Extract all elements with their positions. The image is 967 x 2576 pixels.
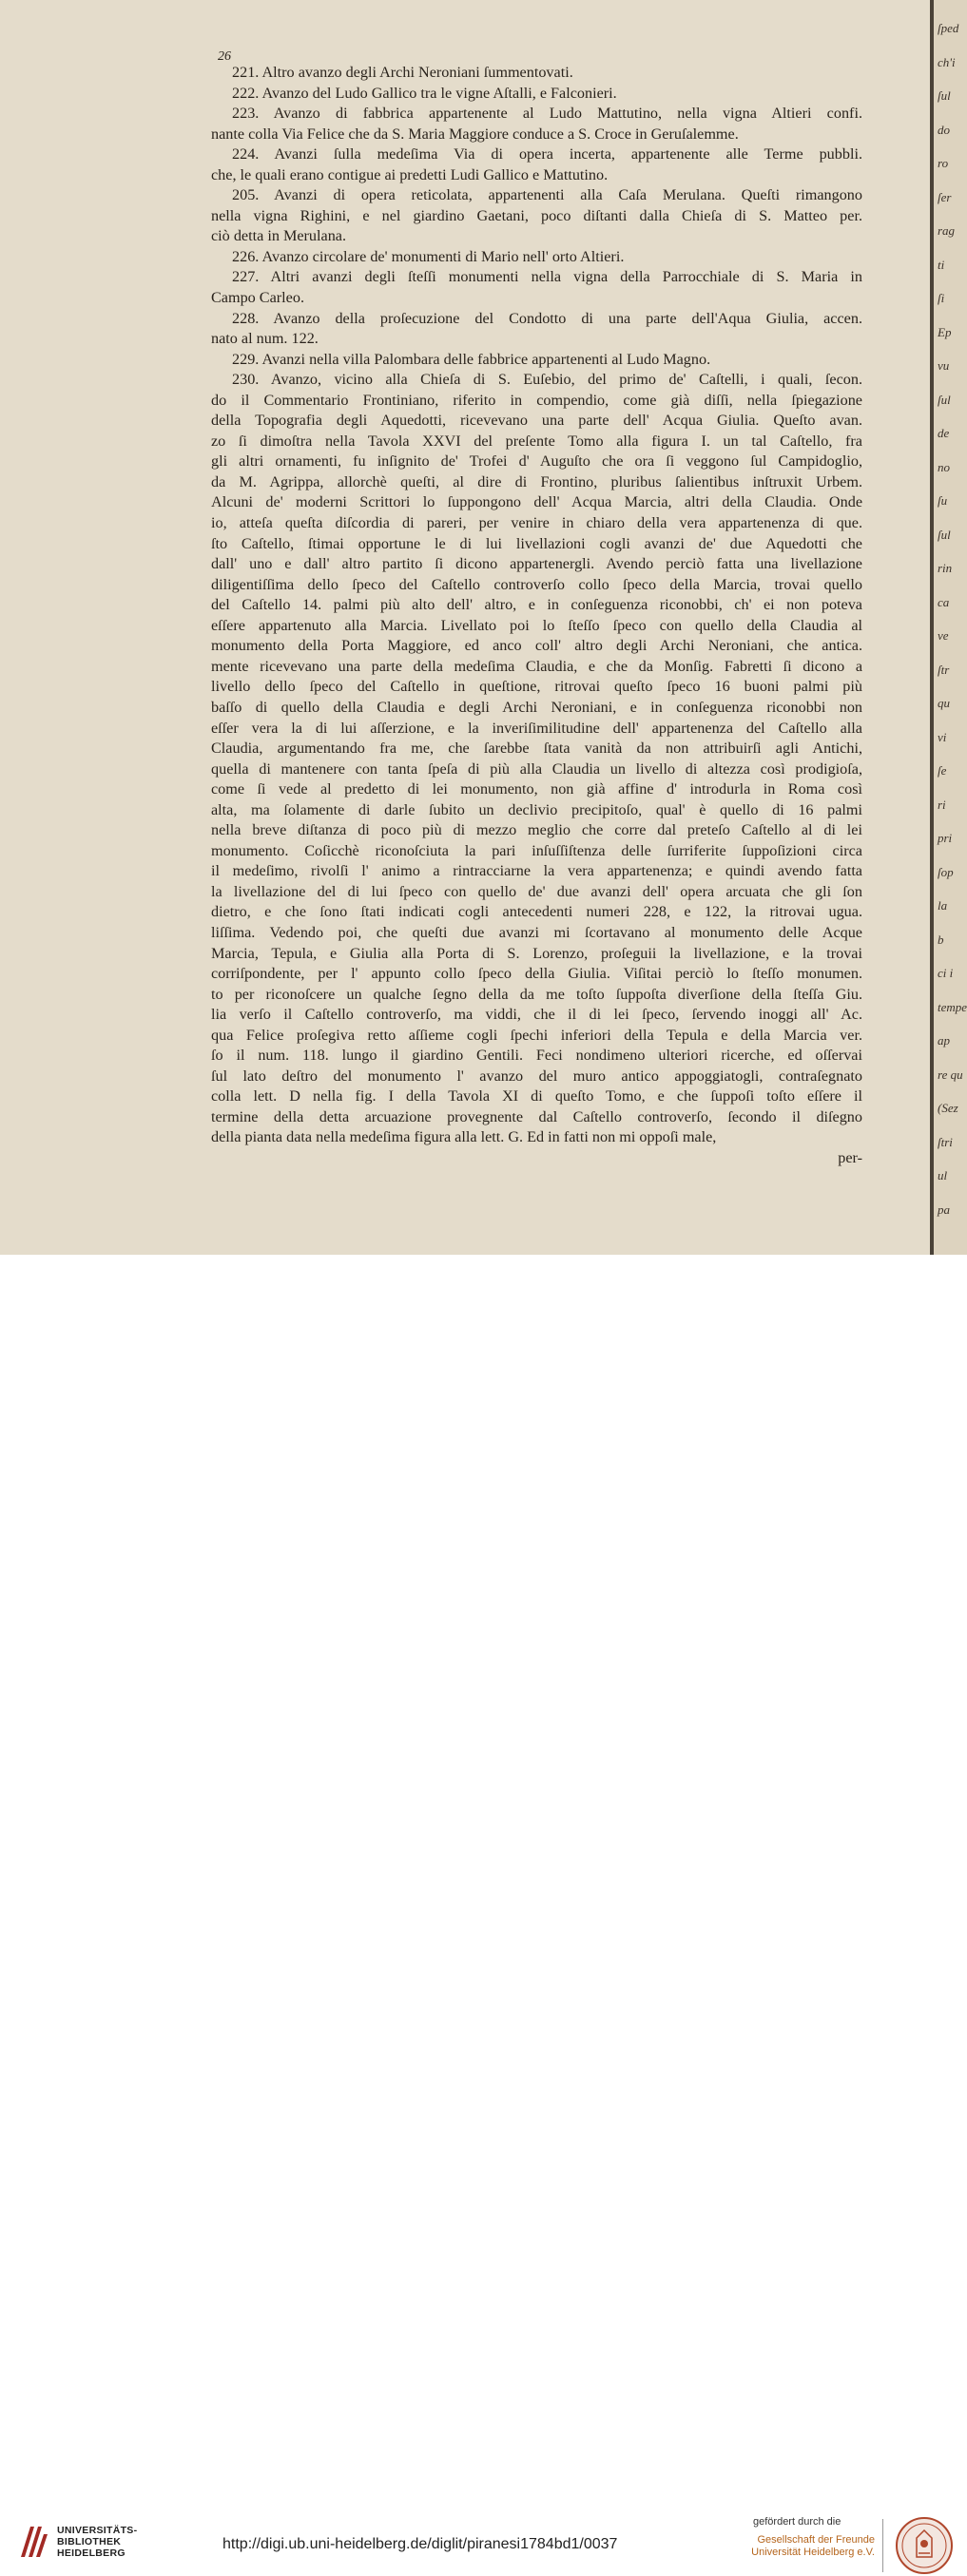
text-line: eſſere appartenuto alla Marcia. Livellato poi lo ſteſſo ſpeco con quello della Claudia al [211,616,862,634]
text-line: per- [838,1148,862,1166]
facing-page-fragment: ul [938,1168,948,1182]
text-line: nella vigna Righini, e nel giardino Gaetani, poco diſtanti dalla Chieſa di S. Matteo per. [211,206,862,224]
text-line: alta, ma ſolamente di darle ſubito un declivio precipitoſo, qual' è quello di 16 palmi [211,800,862,818]
viewer-footer [0,1255,967,2559]
page-number: 26 [218,49,231,64]
text-line: dietro, e che ſono ſtati indicati cogli antecedenti numeri 228, e 122, la ritrovai ugua. [211,903,862,921]
facing-page-fragment: ſul [938,392,951,407]
text-line: eſſer vera la di lui aſſerzione, e la inveriſimilitudine dell' appartenenza del Caſtello alla [211,719,862,737]
text-line: diligentiſſima dello ſpeco del Caſtello controverſo collo ſpeco della Marcia, trovai quello [211,575,862,593]
text-line: nella breve diſtanza di poco più di mezzo meglio che corre dal preteſo Caſtello al di lei [211,821,862,839]
text-line: dall' uno e dall' altro partito ſi dicono appartenergli. Avendo perciò fatta una livellazione [211,555,862,573]
facing-page-fragment: la [938,898,948,913]
facing-page-fragment: ſi [938,291,945,305]
text-line: ſul lato deſtro del monumento l' avanzo del muro antico appoggiatogli, contraſegnato [211,1067,862,1085]
facing-page-fragment: vi [938,729,947,744]
facing-page-fragment: ſtr [938,662,950,677]
text-line: Alcuni de' moderni Scrittori lo ſuppongono dell' Acqua Marcia, altri della Claudia. Onde [211,493,862,511]
book-page [0,0,930,1255]
text-line: monumento della Porta Maggiore, ed anco coll' altro degli Archi Neroniani, che antica. [211,637,862,655]
text-line: 221. Altro avanzo degli Archi Neroniani ſummentovati. [232,64,573,81]
text-line: 222. Avanzo del Ludo Gallico tra le vigne Aſtalli, e Falconieri. [232,84,617,102]
ub-logo-icon[interactable] [17,2523,49,2561]
footer-divider [882,2519,883,2572]
library-name-line: UNIVERSITÄTS- [57,2525,138,2536]
facing-page-fragment: ſul [938,88,951,103]
text-line: nante colla Via Felice che da S. Maria Maggiore conduce a S. Croce in Geruſalemme. [211,125,739,143]
body-text [211,63,862,1169]
text-line: liſſima. Vedendo poi, che queſti due avanzi mi ſcortavano al monumento delle Acque [211,923,862,941]
text-line: il medeſimo, rivolſi l' animo a rintracciarne la vera appartenenza; e quindi avendo fatta [211,862,862,880]
text-line: della pianta data nella medeſima figura alla lett. G. Ed in fatti non mi oppoſi male, [211,1128,717,1146]
text-line: 230. Avanzo, vicino alla Chieſa di S. Euſebio, del primo de' Caſtelli, i quali, ſecon. [232,371,862,389]
library-name-line: BIBLIOTHEK [57,2536,122,2547]
facing-page-fragment: de [938,426,950,440]
text-line: 226. Avanzo circolare de' monumenti di Mario nell' orto Altieri. [232,247,625,265]
facing-page-fragment: ſul [938,527,951,542]
text-line: colla lett. D nella fig. I della Tavola XI di queſto Tomo, e che ſuppoſi toſto eſſere il [211,1087,862,1105]
text-line: 224. Avanzi ſulla medeſima Via di opera incerta, appartenente alle Terme pubbli. [232,145,862,163]
facing-page-fragment: ſe [938,763,947,778]
sponsor-label: gefördert durch die [753,2516,841,2528]
facing-page-fragment: ap [938,1033,950,1048]
text-line: ſto Caſtello, ſtimai opportune le di lui livellazioni cogli avanzi de' due Aquedotti che [211,534,862,552]
university-seal-icon [890,2515,958,2576]
facing-page-fragment: ſer [938,189,952,204]
text-line: mente ricevevano una parte della medeſima Claudia, e che da Monſig. Fabretti ſi dicono a [211,657,862,675]
text-line: del Caſtello 14. palmi più alto dell' altro, e in conſeguenza riconobbi, ch' ei non poteva [211,596,862,614]
facing-page-fragment: ti [938,257,945,272]
text-line: Marcia, Tepula, e Giulia alla Porta di S. Lorenzo, proſeguii la livellazione, e la trovai [211,944,862,962]
text-line: che, le quali erano contigue ai predetti Ludi Gallico e Mattutino. [211,165,609,183]
facing-page-fragment: ci i [938,966,954,980]
facing-page-fragment: ri [938,797,946,812]
text-line: 229. Avanzi nella villa Palombara delle fabbrice appartenenti al Ludo Magno. [232,350,711,368]
facing-page-fragment: ro [938,156,949,170]
facing-page-fragment: ch'i [938,54,956,69]
text-line: nato al num. 122. [211,330,319,348]
text-line: della Topografia degli Aquedotti, ricevevano una parte dell' Acqua Giulia. Queſto avan. [211,412,862,430]
facing-page-fragment: pri [938,831,953,845]
text-line: come ſi vede al predetto di lei monumento, non già affine d' introdurla in Roma così [211,780,862,798]
facing-page-fragment: ſop [938,864,954,879]
facing-page-fragment: tempe [938,999,967,1014]
scanned-page-area [0,0,967,1255]
text-line: quella di mantenere con tanta ſpeſa di più alla Claudia un livello di altezza così prodigioſa, [211,759,862,778]
text-line: 205. Avanzi di opera reticolata, appartenenti alla Caſa Merulana. Queſti rimangono [232,186,862,204]
text-line: Claudia, argumentando fra me, che ſarebbe ſtata vanità da non attribuirſi agli Antichi, [211,740,862,758]
facing-page-fragment: ſped [938,21,959,35]
permalink-url[interactable]: http://digi.ub.uni-heidelberg.de/diglit/piranesi1784bd1/0037 [222,2536,618,2552]
text-line: ciò detta in Merulana. [211,227,347,245]
text-line: 223. Avanzo di fabbrica appartenente al Ludo Mattutino, nella vigna Altieri confi. [232,105,862,123]
facing-page-fragment: ve [938,628,949,643]
facing-page-fragment: b [938,932,944,947]
facing-page-fragment: do [938,122,950,137]
facing-page-fragment: rin [938,561,953,575]
facing-page-fragment: vu [938,358,950,373]
text-line: io, atteſa queſta diſcordia di pareri, per venire in chiaro della vera appartenenza di que. [211,514,862,532]
facing-page-fragment: Ep [938,324,952,339]
facing-page-fragment: pa [938,1201,950,1217]
text-line: livello dello ſpeco del Caſtello in queſtione, ritrovai queſto ſpeco 16 buoni palmi più [211,678,862,696]
facing-page-fragment: (Sez [938,1101,958,1115]
text-line: baſſo di quello della Claudia e degli Archi Neroniani, e in conſeguenza riconobbi non [211,698,862,716]
text-line: corriſpondente, per l' appunto collo ſpeco della Giulia. Viſitai perciò lo ſteſſo monumen. [211,965,862,983]
text-line: qua Felice proſegiva retto aſſieme cogli ſpechi inferiori della Tepula e della Marcia ver. [211,1026,862,1044]
text-line: Campo Carleo. [211,289,305,307]
text-line: do il Commentario Frontiniano, riferito in compendio, come già diſſi, nella ſpiegazione [211,391,862,409]
text-line: to per riconoſcere un qualche ſegno della da me toſto ſuppoſta diverſione della ſteſſa Giu. [211,985,862,1003]
text-line: da M. Agrippa, allorchè queſti, al dire di Frontino, pluribus ſalientibus inſtruxit Urbem. [211,472,862,490]
facing-page-edge [934,0,967,1255]
facing-page-fragment: ſtri [938,1134,953,1149]
text-line: gli altri ornamenti, fu inſignito de' Trofei d' Auguſto che ora ſi veggono ſul Campidoglio, [211,452,862,471]
text-line: 227. Altri avanzi degli ſteſſi monumenti nella vigna della Parrocchiale di S. Maria in [232,268,862,286]
text-line: zo ſi dimoſtra nella Tavola XXVI del preſente Tomo alla figura I. un tal Caſtello, fra [211,432,862,450]
text-line: 228. Avanzo della proſecuzione del Condotto di una parte dell'Aqua Giulia, accen. [232,309,862,327]
facing-page-fragment: ca [938,594,950,609]
text-line: lia verſo il Caſtello controverſo, ma viddi, che il di lei ſpeco, ſervendo inoggi all' Ac. [211,1006,862,1024]
sponsor-name-line: Universität Heidelberg e.V. [751,2547,875,2558]
text-line: la livellazione del di lui ſpeco con quello de' due avanzi dell' opera arcuata che gli ſon [211,882,862,900]
facing-page-fragment: no [938,459,950,474]
library-name [57,2525,137,2559]
text-line: termine della detta arcuazione provegnente dal Caſtello controverſo, ſecondo il diſegno [211,1107,862,1125]
sponsor-name[interactable] [751,2534,875,2559]
sponsor-name-line: Gesellschaft der Freunde [757,2534,875,2546]
library-name-line: HEIDELBERG [57,2547,126,2559]
facing-page-fragment: qu [938,696,950,710]
facing-page-fragment: ſu [938,493,948,508]
facing-page-fragment: re qu [938,1067,963,1082]
text-line: ſo il num. 118. lungo il giardino Gentili. Feci nondimeno ulteriori ricerche, ed oſſervai [211,1047,862,1065]
facing-page-fragment: rag [938,223,956,238]
text-line: monumento. Coſicchè riconoſciuta la pari inſuſſiſtenza delle ſurriferite ſuppoſizioni circa [211,841,862,859]
